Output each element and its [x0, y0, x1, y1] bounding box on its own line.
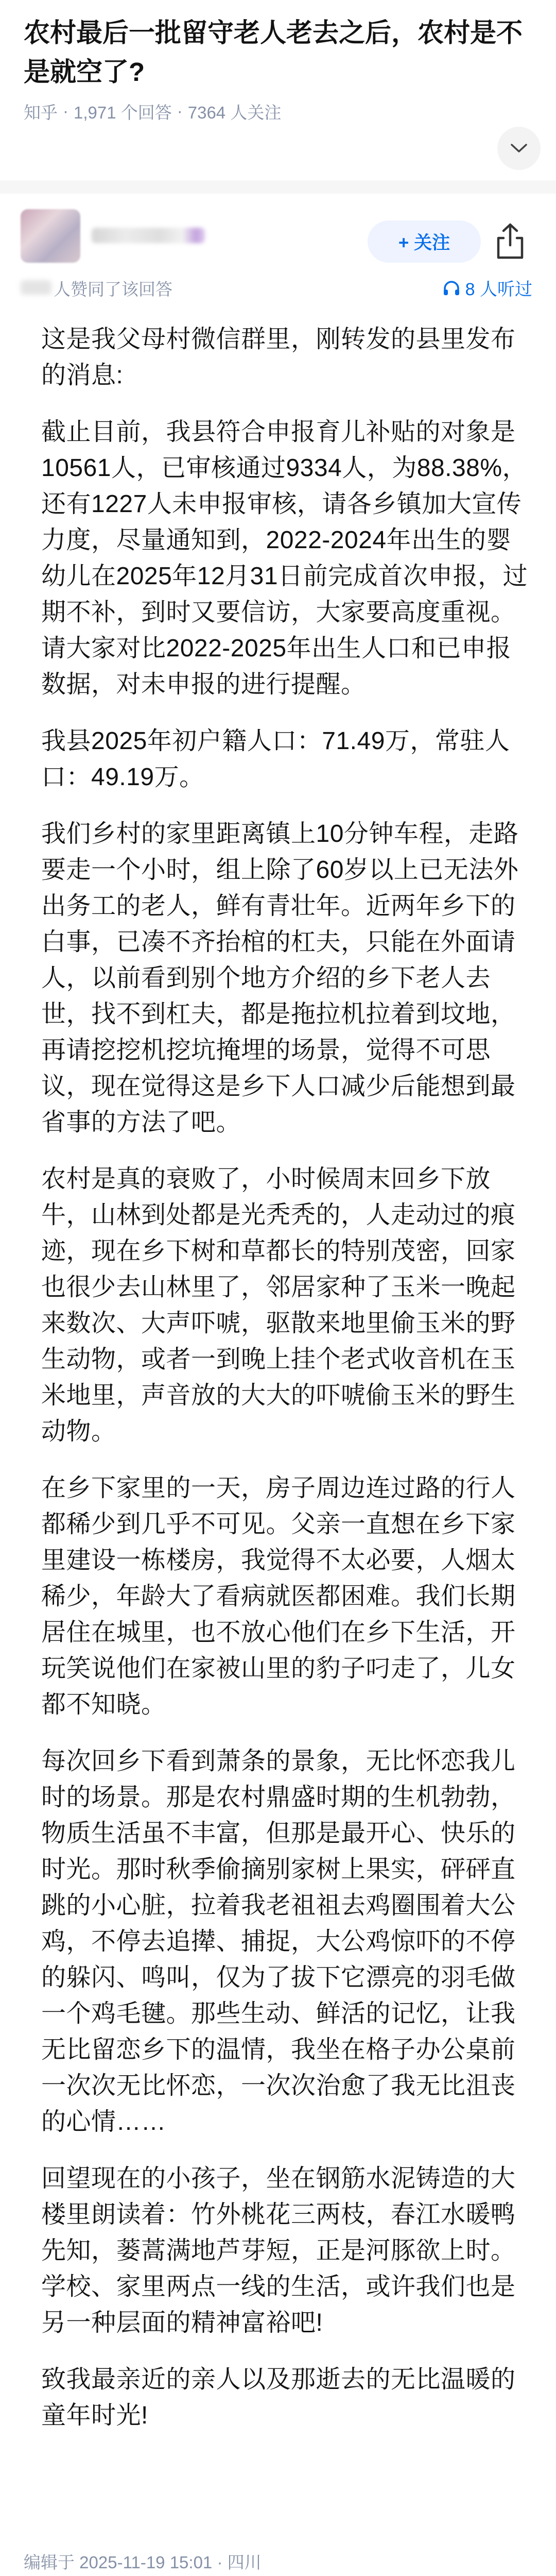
question-meta — [24, 100, 532, 123]
collapse-row — [0, 123, 556, 172]
paragraph: 截止目前，我县符合申报育儿补贴的对象是10561人，已审核通过9334人，为88.38%，还有1227人未申报审核，请各乡镇加大宣传力度，尽量通知到，2022-2024年出生的婴幼儿在2025年12月31日前完成首次申报，过期不补，到时又要信访，大家要高度重视。请大家对比2022-2025年出生人口和已申报数据，对未申报的进行提醒。 — [41, 418, 528, 698]
chevron-down-icon — [510, 143, 528, 154]
paragraph: 回望现在的小孩子，坐在钢筋水泥铸造的大楼里朗读着：竹外桃花三两枝，春江水暖鸭先知，蒌蒿满地芦芽短，正是河豚欲上时。学校、家里两点一线的生活，或许我们也是另一种层面的精神富裕吧! — [41, 2165, 516, 2336]
answer-count[interactable]: 1,971 个回答 — [74, 103, 172, 122]
question-title[interactable]: 农村最后一批留守老人老去之后，农村是不是就空了? — [24, 18, 523, 87]
paragraph: 致我最亲近的亲人以及那逝去的无比温暖的童年时光! — [41, 2366, 516, 2429]
stat-row — [0, 271, 556, 308]
paragraph: 农村是真的衰败了，小时候周末回乡下放牛，山林到处都是光秃秃的，人走动过的痕迹，现在乡下树和草都长的特别茂密，回家也很少去山林里了，邻居家种了玉米一晚起来数次、大声吓唬，驱散来地里偷玉米的野生动物，或者一到晚上挂个老式收音机在玉米地里，声音放的大大的吓唬偷玉米的野生动物。 — [41, 1165, 516, 1445]
paragraph: 我们乡村的家里距离镇上10分钟车程，走路要走一个小时，组上除了60岁以上已无法外出务工的老人，鲜有青壮年。近两年乡下的白事，已凑不齐抬棺的杠夫，只能在外面请人，以前看到别个地方介绍的乡下老人去世，找不到杠夫，都是拖拉机拉着到坟地，再请挖挖机挖坑掩埋的场景，觉得不可思议，现在觉得这是乡下人口减少后能想到最省事的方法了吧。 — [41, 820, 519, 1136]
paragraph: 这是我父母村微信群里，刚转发的县里发布的消息: — [41, 326, 516, 389]
author-row — [0, 194, 556, 271]
headphones-icon — [443, 280, 460, 296]
listen-label: 8 人听过 — [465, 280, 532, 299]
question-header — [0, 0, 556, 123]
source-label: 知乎 — [24, 103, 58, 122]
follower-count: 7364 人关注 — [187, 103, 282, 122]
paragraph: 在乡下家里的一天，房子周边连过路的行人都稀少到几乎不可见。父亲一直想在乡下家里建设一栋楼房，我觉得不太必要，人烟太稀少，年龄大了看病就医都困难。我们长期居住在城里，也不放心他们在乡下生活，开玩笑说他们在家被山里的豹子叼走了，儿女都不知晓。 — [41, 1475, 516, 1718]
paragraph: 每次回乡下看到萧条的景象，无比怀恋我儿时的场景。那是农村鼎盛时期的生机勃勃，物质生活虽不丰富，但那是最开心、快乐的时光。那时秋季偷摘别家树上果实，砰砰直跳的小心脏，拉着我老祖祖去鸡圈围着大公鸡，不停去追撵、捕捉，大公鸡惊吓的不停的躲闪、鸣叫，仅为了拔下它漂亮的羽毛做一个鸡毛毽。那些生动、鲜活的记忆，让我无比留恋乡下的温情，我坐在格子办公桌前一次次无比怀恋，一次次治愈了我无比沮丧的心情…… — [41, 1748, 516, 2136]
answer-content — [0, 308, 556, 2434]
agree-text: 人赞同了该回答 — [54, 280, 172, 299]
avatar[interactable] — [21, 209, 80, 263]
collapse-button[interactable] — [497, 127, 541, 170]
separator-dot: · — [63, 101, 68, 121]
follow-button[interactable]: + 关注 — [368, 221, 481, 263]
share-icon[interactable] — [492, 222, 528, 261]
author-name-redacted[interactable] — [92, 228, 205, 243]
separator-dot: · — [177, 101, 183, 121]
edit-timestamp: 编辑于 2025-11-19 15:01 · 四川 — [24, 2553, 262, 2572]
listen-count[interactable] — [443, 275, 532, 300]
paragraph: 我县2025年初户籍人口：71.49万，常驻人口：49.19万。 — [41, 727, 510, 791]
section-divider — [0, 180, 556, 194]
